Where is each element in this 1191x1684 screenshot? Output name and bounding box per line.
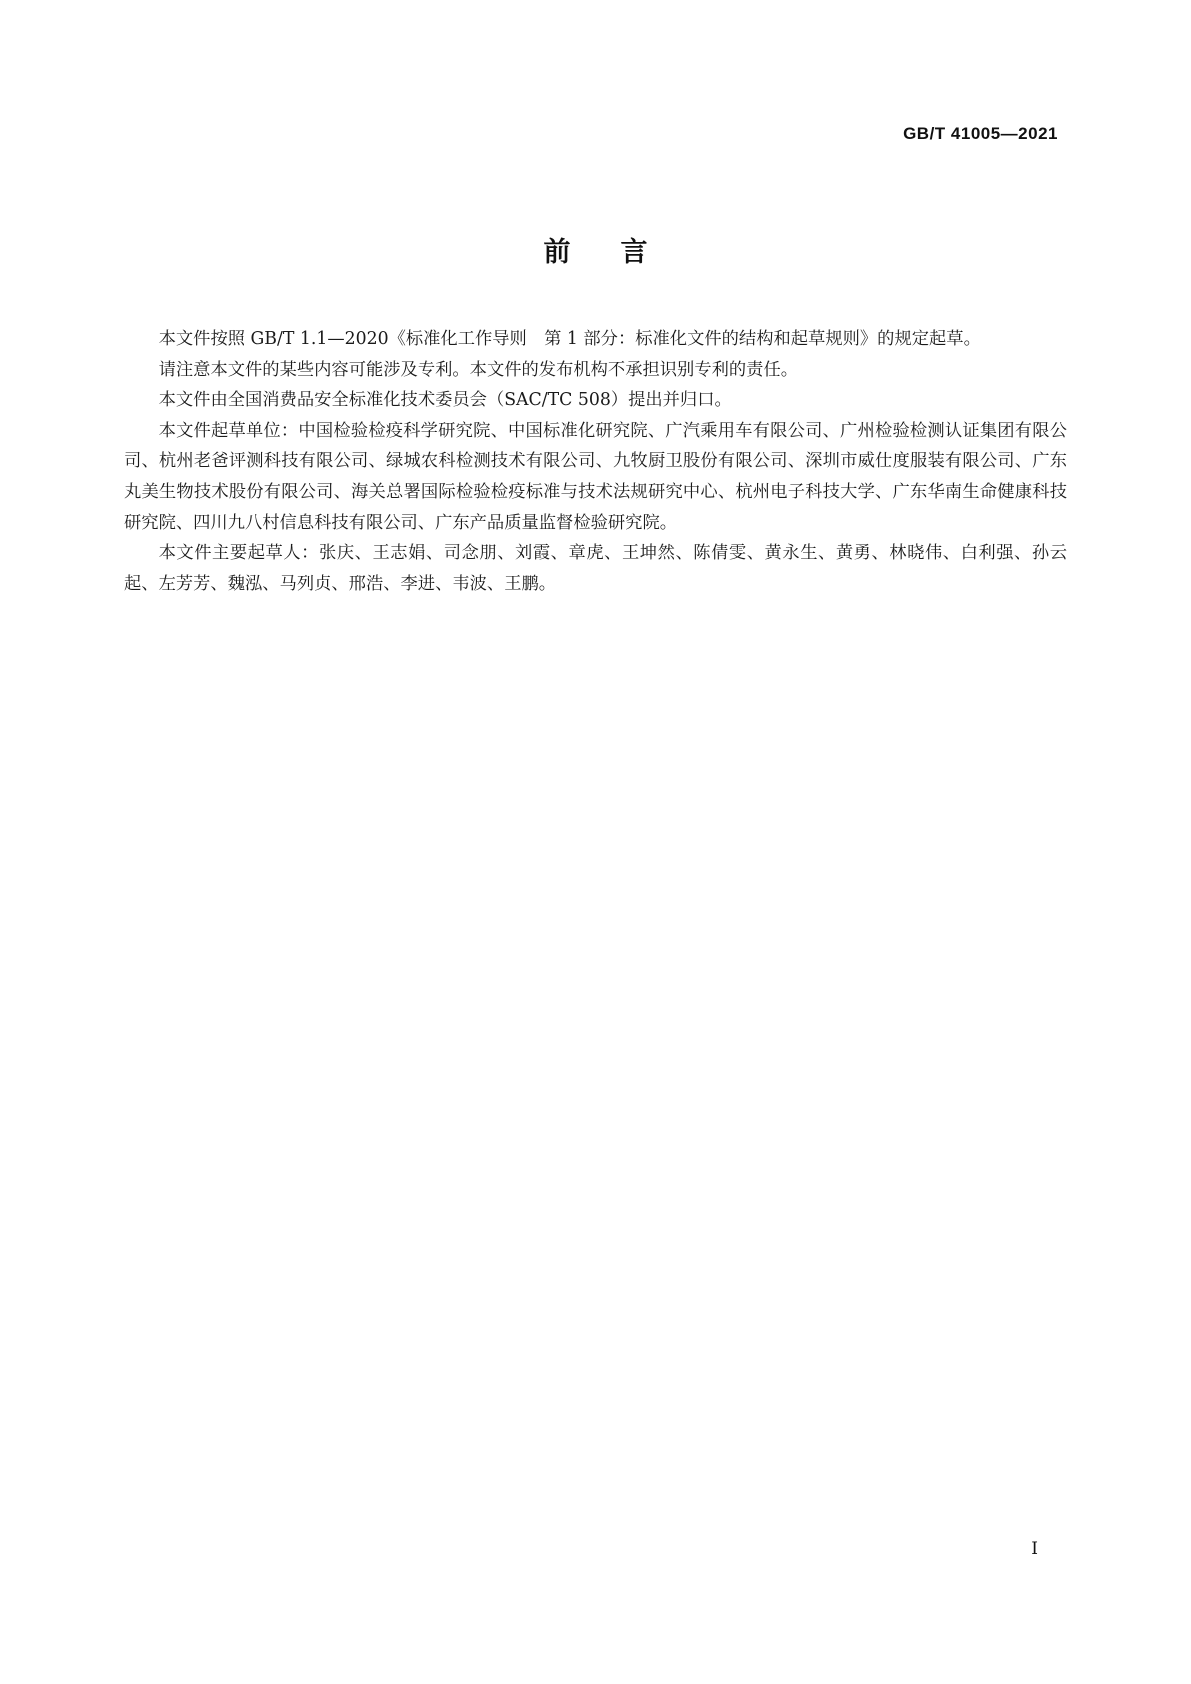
paragraph-drafting-rules: 本文件按照 GB/T 1.1—2020《标准化工作导则 第 1 部分：标准化文件的结构和起草规则》的规定起草。 [158, 329, 981, 349]
page-number: I [1031, 1539, 1038, 1559]
standard-number: GB/T 41005—2021 [903, 124, 1058, 143]
foreword-body [124, 324, 1067, 599]
paragraph-drafting-units: 本文件起草单位：中国检验检疫科学研究院、中国标准化研究院、广汽乘用车有限公司、广州检验检测认证集团有限公司、杭州老爸评测科技有限公司、绿城农科检测技术有限公司、九牧厨卫股份有限公司、深圳市威仕度服装有限公司、广东丸美生物技术股份有限公司、海关总署国际检验检疫标准与技术法规研究中心、杭州电子科技大学、广东华南生命健康科技研究院、四川九八村信息科技有限公司、广东产品质量监督检验研究院。 [124, 420, 1067, 533]
paragraph-drafters: 本文件主要起草人：张庆、王志娟、司念朋、刘霞、章虎、王坤然、陈倩雯、黄永生、黄勇、林晓伟、白利强、孙云起、左芳芳、魏泓、马列贞、邢浩、李进、韦波、王鹏。 [124, 543, 1067, 594]
page-title: 前言 [543, 237, 698, 268]
paragraph-patent-notice: 请注意本文件的某些内容可能涉及专利。本文件的发布机构不承担识别专利的责任。 [158, 359, 799, 380]
paragraph-proposer: 本文件由全国消费品安全标准化技术委员会（SAC/TC 508）提出并归口。 [158, 390, 732, 411]
